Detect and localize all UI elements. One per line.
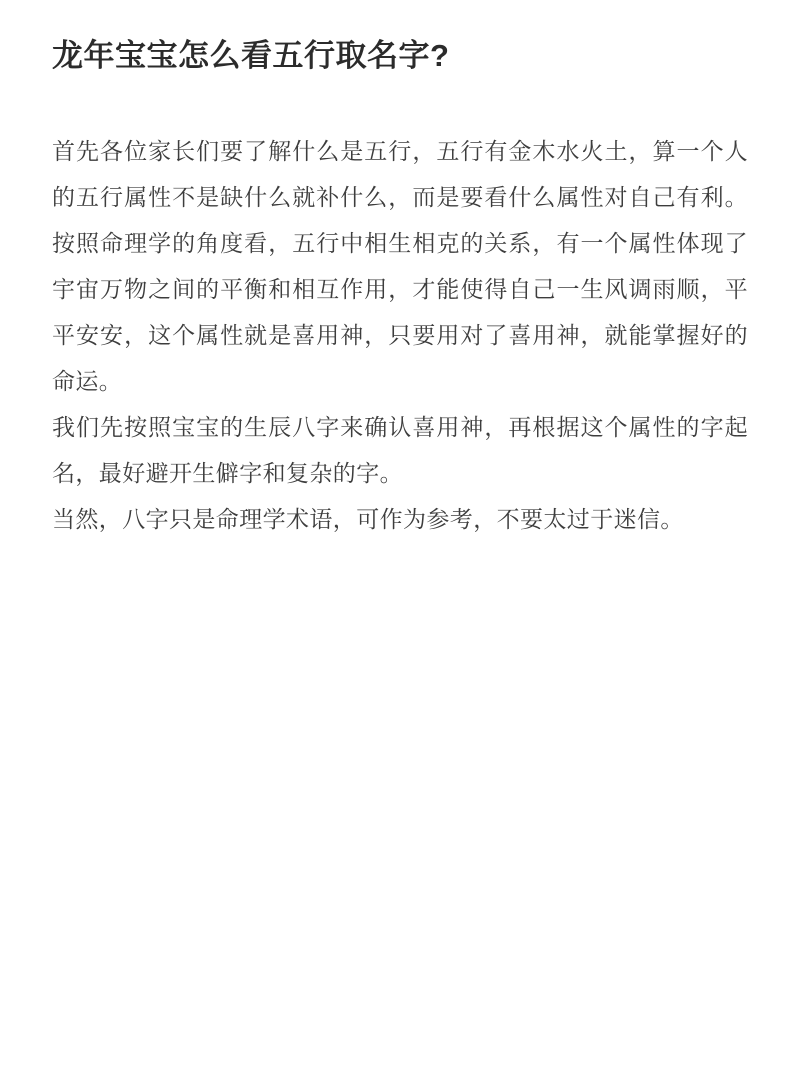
body-paragraph: 我们先按照宝宝的生辰八字来确认喜用神，再根据这个属性的字起名，最好避开生僻字和复杂的字。	[52, 414, 748, 487]
page-title: 龙年宝宝怎么看五行取名字?	[52, 38, 450, 73]
body-paragraph: 首先各位家长们要了解什么是五行，五行有金木水火土，算一个人的五行属性不是缺什么就补什么，而是要看什么属性对自己有利。按照命理学的角度看，五行中相生相克的关系，有一个属性体现了宇宙万物之间的平衡和相互作用，才能使得自己一生风调雨顺，平平安安，这个属性就是喜用神，只要用对了喜用神，就能掌握好的命运。	[52, 138, 748, 395]
body-paragraph: 当然，八字只是命理学术语，可作为参考，不要太过于迷信。	[52, 506, 684, 533]
article-body	[52, 128, 748, 542]
top-spacer	[52, 0, 748, 14]
